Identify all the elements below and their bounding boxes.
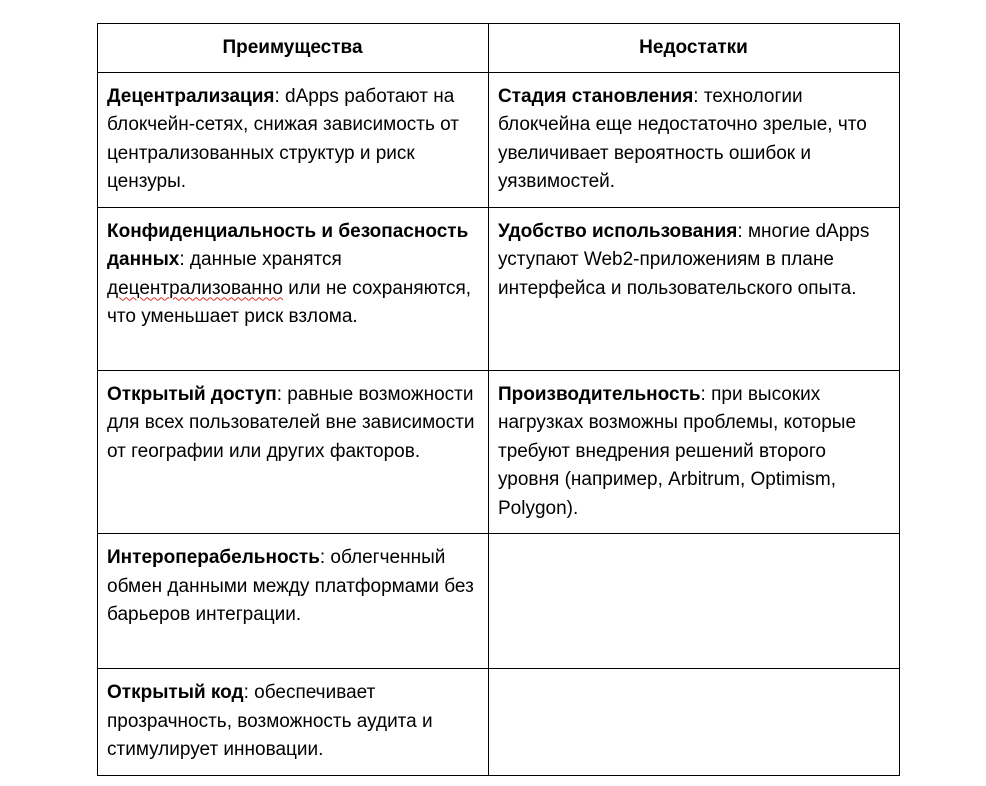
table-row bbox=[98, 534, 900, 669]
disadvantage-text: : многие dApps уступают Web2-приложениям в плане интерфейса и пользовательского опыта. bbox=[498, 220, 870, 299]
table-row bbox=[98, 370, 900, 534]
advantage-text: : равные возможности для всех пользователей вне зависимости от географии или других факторов. bbox=[107, 383, 475, 462]
advantage-text: : данные хранятся bbox=[179, 249, 342, 270]
disadvantage-text: : при высоких нагрузках возможны проблемы, которые требуют внедрения решений второго уровня (например, Arbitrum, Optimism, Polygon). bbox=[498, 383, 857, 519]
advantage-term: Конфиденциальность и безопасность данных bbox=[107, 220, 469, 270]
advantage-cell bbox=[98, 72, 489, 207]
advantage-term: Открытый код bbox=[107, 682, 244, 703]
advantage-term: Децентрализация bbox=[107, 85, 275, 107]
disadvantage-cell bbox=[489, 370, 900, 534]
advantage-cell bbox=[98, 207, 489, 370]
empty-cell bbox=[489, 669, 900, 776]
advantage-text: : облегченный обмен данными между платформами без барьеров интеграции. bbox=[107, 547, 474, 625]
advantage-text: : dApps работают на блокчейн-сетях, снижая зависимость от централизованных структур и риск цензуры. bbox=[107, 85, 460, 192]
table-row bbox=[98, 669, 900, 776]
disadvantage-term: Производительность bbox=[498, 383, 701, 405]
disadvantage-text: : технологии блокчейна еще недостаточно зрелые, что увеличивает вероятность ошибок и уязвимостей. bbox=[498, 85, 867, 192]
empty-cell bbox=[489, 534, 900, 669]
disadvantage-cell bbox=[489, 207, 900, 370]
disadvantage-cell bbox=[489, 72, 900, 207]
advantage-cell bbox=[98, 534, 489, 669]
disadvantage-term: Удобство использования bbox=[498, 220, 738, 242]
table-row bbox=[98, 207, 900, 370]
advantage-text: : обеспечивает прозрачность, возможность аудита и стимулирует инновации. bbox=[107, 682, 433, 760]
advantage-term: Открытый доступ bbox=[107, 383, 277, 405]
advantage-term: Интероперабельность bbox=[107, 547, 320, 568]
disadvantage-term: Стадия становления bbox=[498, 85, 694, 107]
header-advantages: Преимущества bbox=[98, 24, 489, 73]
header-disadvantages: Недостатки bbox=[489, 24, 900, 73]
advantage-cell bbox=[98, 370, 489, 534]
table-header-row bbox=[98, 24, 900, 73]
pros-cons-table bbox=[97, 23, 900, 776]
table-row bbox=[98, 72, 900, 207]
spellcheck-underlined-word[interactable]: децентрализованно bbox=[107, 277, 283, 299]
advantage-text-continued: или не сохраняются, что уменьшает риск взлома. bbox=[107, 277, 472, 327]
advantage-cell bbox=[98, 669, 489, 776]
